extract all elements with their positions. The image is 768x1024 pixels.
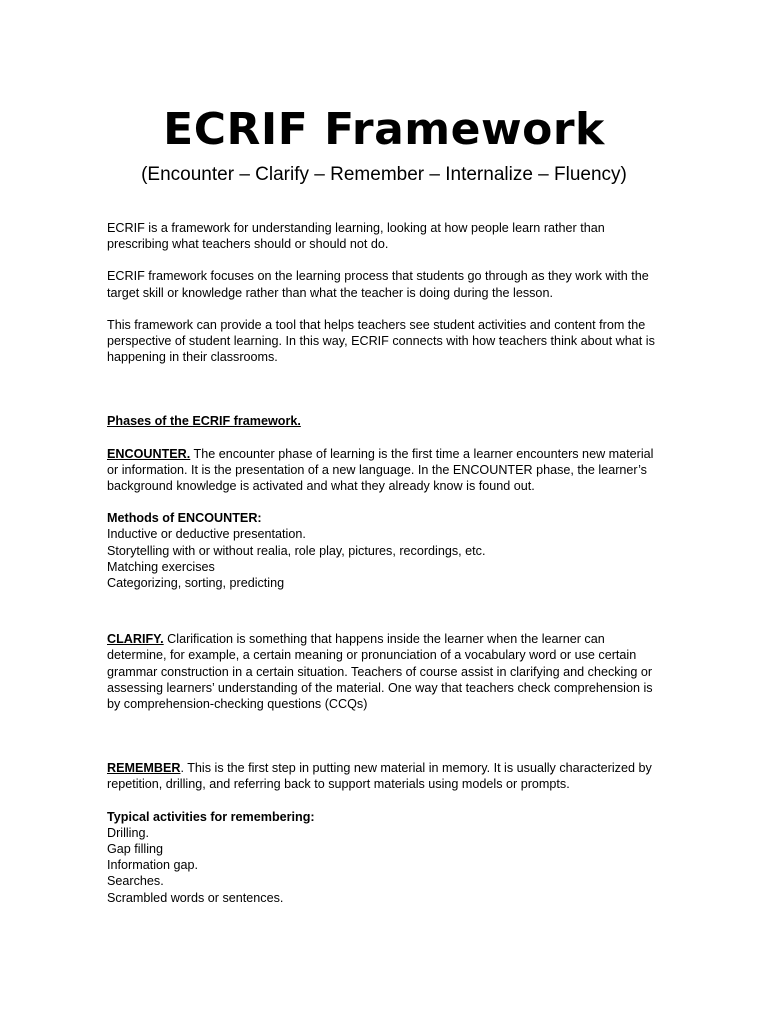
- intro-paragraph-2: ECRIF framework focuses on the learning process that students go through as they work with the target skill or knowledge rather than what the teacher is doing during the lesson.: [107, 269, 649, 300]
- list-item: Information gap.: [107, 858, 199, 873]
- clarify-term: CLARIFY.: [107, 632, 164, 647]
- encounter-methods-list: [107, 526, 667, 591]
- clarify-paragraph: [107, 631, 667, 712]
- remember-activities-list: [107, 825, 667, 906]
- page-subtitle: (Encounter – Clarify – Remember – Internalize – Fluency): [141, 164, 627, 185]
- clarify-text: Clarification is something that happens inside the learner when the learner can determine, for example, a certain meaning or pronunciation of a vocabulary word or use certain grammar construction in a certain situation. Teachers of course assist in clarifying and checking or assessing learners’ understanding of the material. One way that teachers check comprehension is by comprehension-checking questions (CCQs): [107, 632, 653, 712]
- encounter-term: ENCOUNTER.: [107, 446, 191, 461]
- encounter-methods-heading: Methods of ENCOUNTER:: [107, 511, 262, 526]
- page-title: ECRIF Framework: [163, 104, 605, 155]
- remember-term: REMEMBER: [107, 761, 181, 776]
- encounter-text: The encounter phase of learning is the first time a learner encounters new material or information. It is the presentation of a new language. In the ENCOUNTER phase, the learner’s background knowledge is activated and what they already know is found out.: [107, 446, 654, 494]
- remember-activities-heading: Typical activities for remembering:: [107, 809, 315, 824]
- encounter-paragraph: [107, 446, 667, 495]
- list-item: Storytelling with or without realia, role play, pictures, recordings, etc.: [107, 543, 486, 558]
- list-item: Gap filling: [107, 842, 164, 857]
- list-item: Drilling.: [107, 825, 149, 840]
- remember-text: . This is the first step in putting new material in memory. It is usually characterized by repetition, drilling, and referring back to support materials using models or prompts.: [107, 761, 652, 792]
- list-item: Searches.: [107, 874, 164, 889]
- list-item: Matching exercises: [107, 559, 215, 574]
- document-body: [107, 220, 667, 906]
- intro-paragraph-3: This framework can provide a tool that helps teachers see student activities and content from the perspective of student learning. In this way, ECRIF connects with how teachers think about what is happening in their classrooms.: [107, 317, 655, 365]
- list-item: Inductive or deductive presentation.: [107, 527, 306, 542]
- intro-paragraph-1: ECRIF is a framework for understanding learning, looking at how people learn rather than prescribing what teachers should or should not do.: [107, 221, 605, 252]
- phases-heading: Phases of the ECRIF framework.: [107, 414, 301, 429]
- list-item: Scrambled words or sentences.: [107, 890, 284, 905]
- list-item: Categorizing, sorting, predicting: [107, 576, 285, 591]
- remember-paragraph: [107, 760, 667, 792]
